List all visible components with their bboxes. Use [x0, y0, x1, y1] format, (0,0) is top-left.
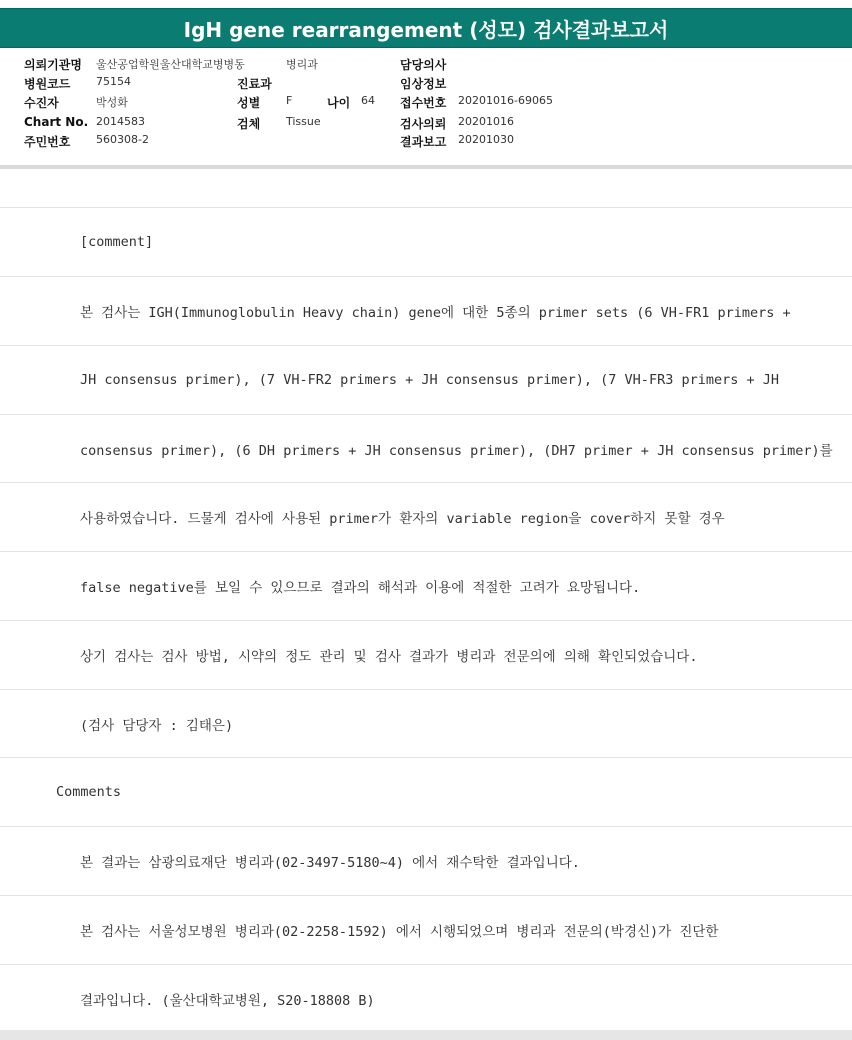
report-line — [0, 276, 852, 344]
line-text: consensus primer), (6 DH primers + JH consensus primer), (DH7 primer + JH consensus primer)를 — [80, 442, 833, 459]
line-text: 결과입니다. (울산대학교병원, S20-18808 B) — [80, 992, 375, 1009]
report-line — [0, 964, 852, 1032]
institution-label: 의뢰기관명 — [24, 58, 82, 72]
patient-value: 박성화 — [96, 96, 128, 109]
report-line — [0, 345, 852, 413]
specimen-value: Tissue — [286, 115, 321, 128]
info-row-5 — [0, 133, 852, 152]
line-text: [comment] — [80, 233, 154, 250]
report-date-label: 결과보고 — [400, 135, 447, 149]
age-value: 64 — [361, 94, 375, 107]
info-row-4 — [0, 115, 852, 134]
request-value: 20201016 — [458, 115, 514, 128]
report-line — [0, 826, 852, 894]
hospital-code-label: 병원코드 — [24, 77, 71, 91]
chart-value: 2014583 — [96, 115, 145, 128]
info-row-1 — [0, 56, 852, 75]
institution-value: 울산공업학원울산대학교병병동 — [96, 58, 245, 71]
sex-value: F — [286, 94, 293, 107]
report-line — [0, 895, 852, 963]
department-value: 병리과 — [286, 58, 318, 71]
line-text: 본 검사는 서울성모병원 병리과(02-2258-1592) 에서 시행되었으며 병리과 전문의(박경신)가 진단한 — [80, 923, 719, 940]
clinic-label: 진료과 — [237, 77, 272, 91]
line-text: 상기 검사는 검사 방법, 시약의 정도 관리 및 검사 결과가 병리과 전문의에 의해 확인되었습니다. — [80, 648, 698, 665]
line-text: JH consensus primer), (7 VH-FR2 primers + JH consensus primer), (7 VH-FR3 primers + JH — [80, 371, 779, 388]
report-line — [0, 689, 852, 757]
report-title: IgH gene rearrangement (성모) 검사결과보고서 — [0, 8, 852, 48]
line-text: Comments — [56, 783, 122, 800]
receipt-label: 접수번호 — [400, 96, 447, 110]
line-text: 사용하였습니다. 드물게 검사에 사용된 primer가 환자의 variable region을 cover하지 못할 경우 — [80, 510, 725, 527]
specimen-label: 검체 — [237, 117, 261, 131]
patient-info-header — [0, 50, 852, 165]
report-line — [0, 414, 852, 482]
info-row-2 — [0, 75, 852, 94]
line-text: (검사 담당자 : 김태은) — [80, 717, 234, 734]
report-date-value: 20201030 — [458, 133, 514, 146]
report-line — [0, 757, 852, 825]
resident-value: 560308-2 — [96, 133, 149, 146]
clinical-info-label: 임상정보 — [400, 77, 447, 91]
request-label: 검사의뢰 — [400, 117, 447, 131]
sex-label: 성별 — [237, 96, 261, 110]
hospital-code-value: 75154 — [96, 75, 131, 88]
age-label: 나이 — [327, 96, 351, 110]
bottom-strip — [0, 1030, 852, 1040]
info-row-3 — [0, 94, 852, 113]
report-line — [0, 482, 852, 550]
receipt-value: 20201016-69065 — [458, 94, 553, 107]
report-line — [0, 207, 852, 275]
patient-label: 수진자 — [24, 96, 59, 110]
resident-label: 주민번호 — [24, 135, 71, 149]
chart-label: Chart No. — [24, 115, 89, 129]
report-line — [0, 551, 852, 619]
report-line — [0, 620, 852, 688]
doctor-label: 담당의사 — [400, 58, 447, 72]
line-text: 본 검사는 IGH(Immunoglobulin Heavy chain) gene에 대한 5종의 primer sets (6 VH-FR1 primers + — [80, 304, 791, 321]
line-text: false negative를 보일 수 있으므로 결과의 해석과 이용에 적절한 고려가 요망됩니다. — [80, 579, 641, 596]
line-text: 본 결과는 삼광의료재단 병리과(02-3497-5180~4) 에서 재수탁한 결과입니다. — [80, 854, 580, 871]
